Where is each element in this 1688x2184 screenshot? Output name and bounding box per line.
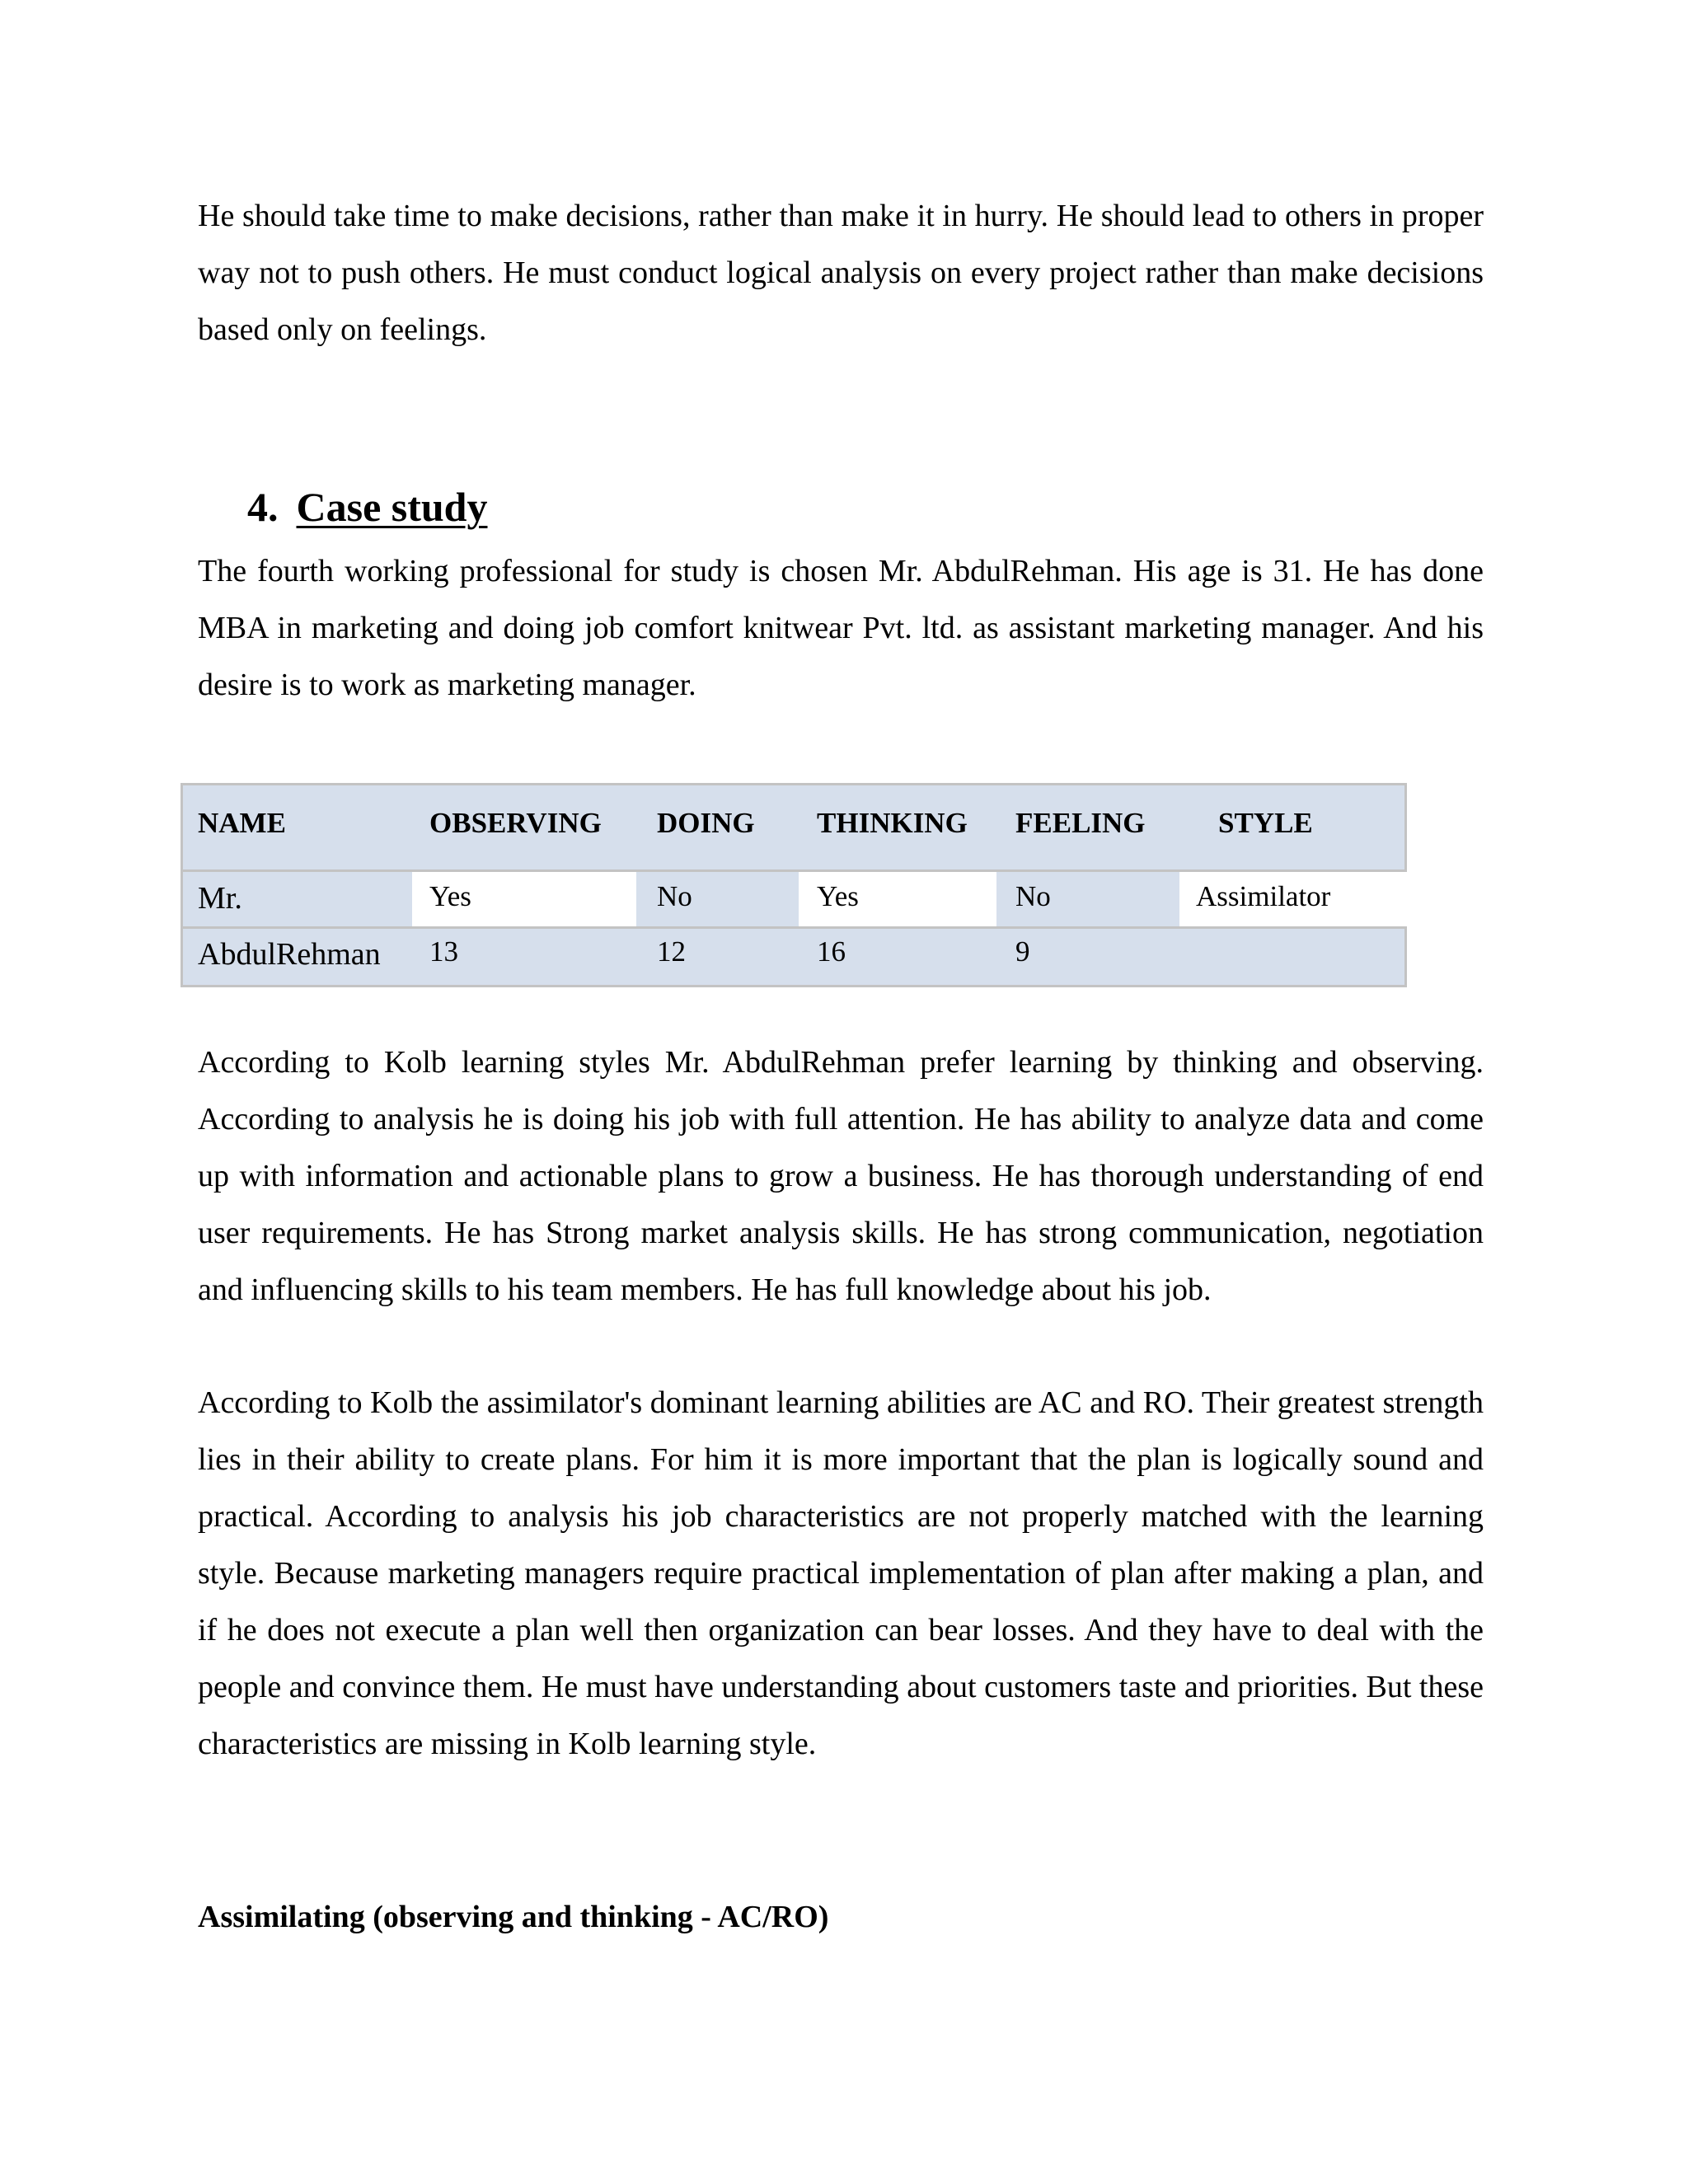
header-observing: OBSERVING (429, 807, 602, 839)
name-line-1: Mr. (198, 881, 242, 916)
feeling-answer: No (1015, 880, 1051, 912)
doing-score: 12 (657, 935, 686, 968)
table-divider-top (183, 869, 1404, 872)
table-divider-middle (183, 926, 1404, 929)
header-feeling: FEELING (1015, 807, 1146, 839)
style-answer: Assimilator (1196, 880, 1331, 912)
observing-score: 13 (429, 935, 458, 968)
thinking-answer: Yes (817, 880, 859, 912)
assimilating-subheading: Assimilating (observing and thinking - AC/RO) (198, 1900, 829, 1934)
feeling-score: 9 (1015, 935, 1030, 968)
learning-style-table (181, 783, 1407, 987)
header-name: NAME (198, 807, 286, 839)
case-paragraph: The fourth working professional for study is chosen Mr. AbdulRehman. His age is 31. He has done MBA in marketing and doing job comfort knitwear Pvt. ltd. as assistant marketing manager. And his desire is to work as marketing manager. (198, 554, 1484, 702)
header-thinking: THINKING (817, 807, 968, 839)
doing-answer: No (657, 880, 692, 912)
header-style: STYLE (1218, 807, 1313, 839)
section-number: 4. (247, 484, 279, 530)
intro-paragraph: He should take time to make decisions, rather than make it in hurry. He should lead to others in proper way not to push others. He must conduct logical analysis on every project rather than make decisions based only on feelings. (198, 199, 1484, 347)
observing-answer: Yes (429, 880, 471, 912)
thinking-score: 16 (817, 935, 846, 968)
header-doing: DOING (657, 807, 755, 839)
analysis-paragraph-2: According to Kolb the assimilator's dominant learning abilities are AC and RO. Their greatest strength lies in their ability to create plans. For him it is more important that the plan is logically sound and practical. According to analysis his job characteristics are not properly matched with the learning style. Because marketing managers require practical implementation of plan after making a plan, and if he does not execute a plan well then organization can bear losses. And they have to deal with the people and convince them. He must have understanding about customers taste and priorities. But these characteristics are missing in Kolb learning style. (198, 1385, 1484, 1761)
section-heading (247, 478, 487, 536)
name-line-2: AbdulRehman (198, 937, 381, 972)
section-title: Case study (296, 484, 488, 530)
analysis-paragraph-1: According to Kolb learning styles Mr. AbdulRehman prefer learning by thinking and observing. According to analysis he is doing his job with full attention. He has ability to analyze data and come up with information and actionable plans to grow a business. He has thorough understanding of end user requirements. He has Strong market analysis skills. He has strong communication, negotiation and influencing skills to his team members. He has full knowledge about his job. (198, 1045, 1484, 1307)
